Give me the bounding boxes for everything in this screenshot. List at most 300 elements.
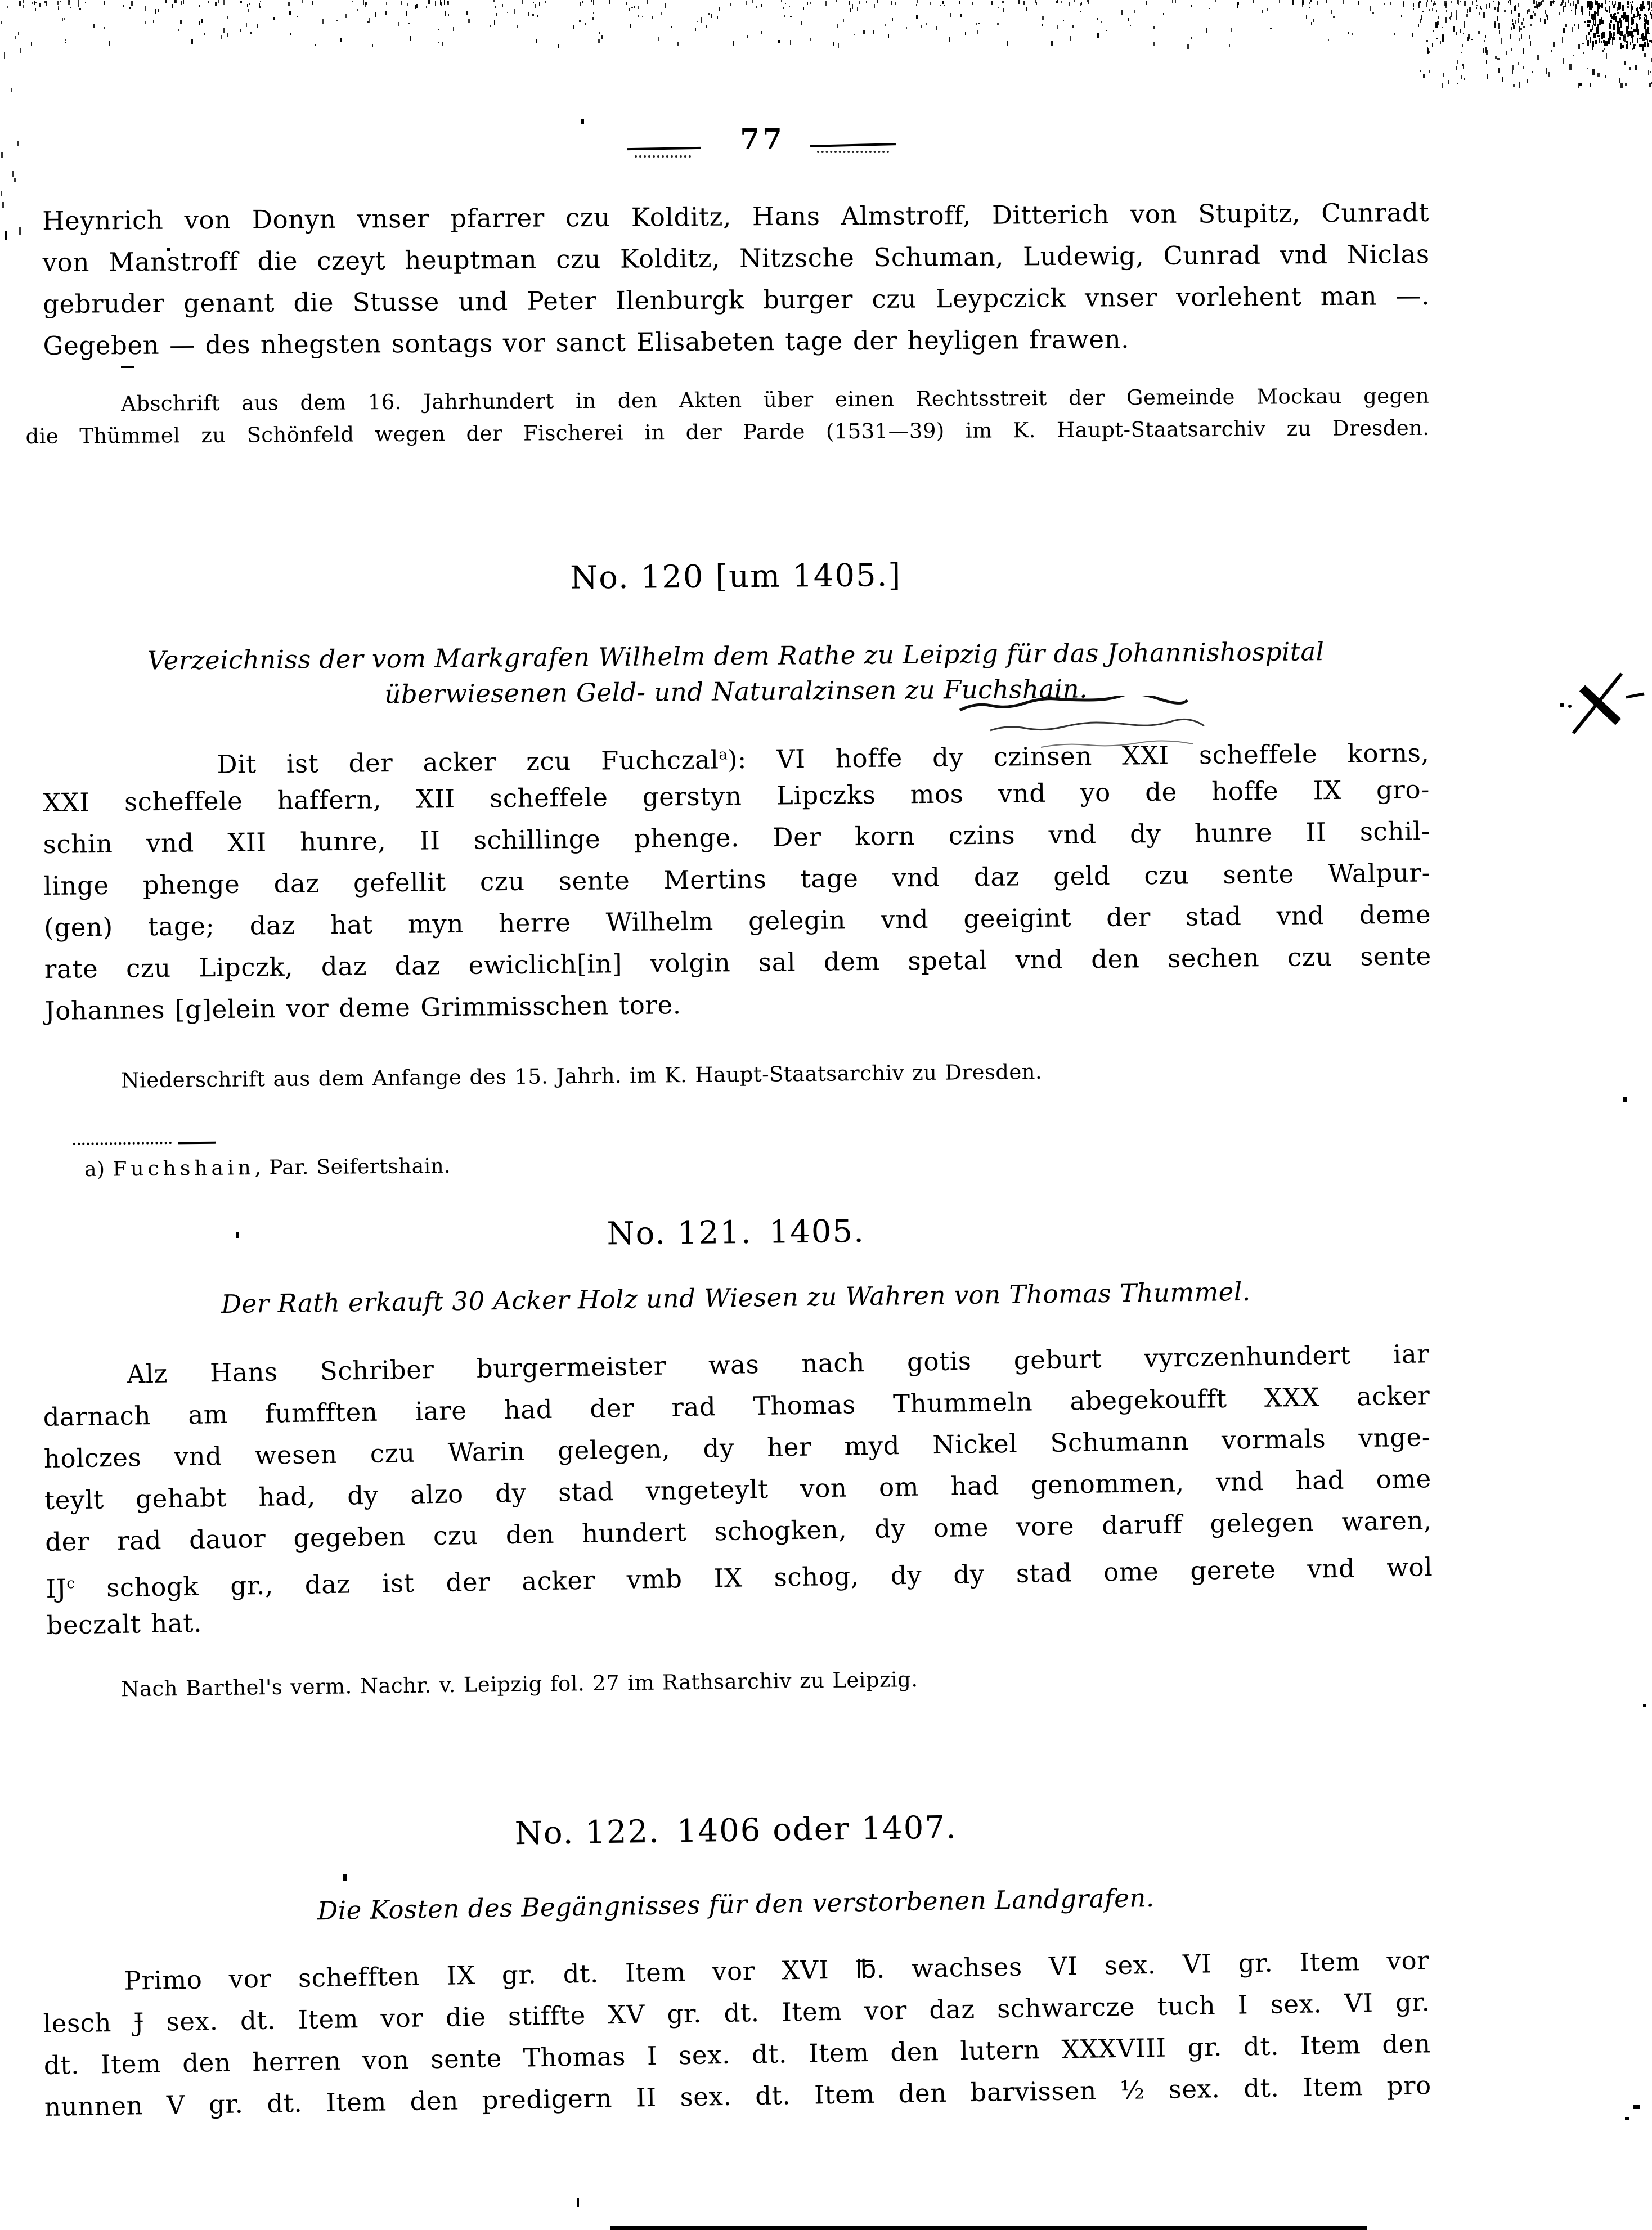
noise-speck [1519,38,1520,41]
noise-speck [1596,27,1599,34]
noise-speck [1565,24,1567,27]
noise-speck [104,1,105,6]
noise-speck [1578,44,1581,48]
noise-speck [1418,3,1420,8]
noise-speck [1042,16,1044,21]
noise-speck [1502,77,1503,82]
noise-speck [1617,21,1619,27]
noise-speck [1063,20,1064,21]
noise-speck [244,1,245,3]
noise-speck [778,40,780,43]
noise-speck [517,25,518,28]
noise-speck [1448,80,1449,84]
noise-speck [593,0,595,5]
noise-speck [415,5,416,9]
noise-speck [372,44,373,47]
noise-speck [1644,42,1646,47]
noise-speck [1485,35,1487,38]
noise-speck [145,21,146,24]
noise-speck [790,16,792,17]
noise-speck [580,2,581,5]
noise-speck [1575,9,1576,15]
noise-speck [1637,38,1638,43]
text-line: nunnen V gr. dt. Item den predigern II sex. dt. Item den barvissen ½ sex. dt. Item pro [44,2070,1432,2122]
noise-speck [1605,75,1606,79]
noise-speck [647,0,648,4]
noise-speck [1458,0,1459,5]
noise-speck [1627,6,1628,8]
noise-speck [1650,12,1651,15]
noise-speck [810,38,811,41]
noise-speck [642,16,643,17]
noise-speck [1633,14,1635,18]
noise-speck [781,0,782,2]
line-part: ): VI hoffe dy czinsen XXI scheffele korns, [727,738,1430,775]
noise-speck [807,2,808,5]
noise-speck [1501,38,1502,44]
noise-speck [1394,33,1395,35]
intro-paragraph [42,192,1430,367]
noise-speck [618,14,619,18]
noise-speck [665,3,666,8]
noise-speck [315,44,316,46]
noise-speck [259,6,261,8]
noise-speck [1442,27,1443,28]
noise-speck [445,11,446,16]
noise-speck [1080,11,1081,12]
noise-speck [155,9,157,14]
noise-speck [468,19,470,23]
noise-speck [998,7,999,8]
noise-speck [697,21,698,22]
noise-speck [1540,18,1541,22]
noise-speck [1578,24,1579,29]
noise-speck [1451,1,1452,3]
noise-speck [1569,64,1572,70]
noise-speck [1514,6,1516,11]
noise-speck [375,12,376,17]
noise-speck [1061,1,1062,3]
noise-speck [1528,9,1530,12]
noise-speck [172,4,173,8]
noise-speck [1608,41,1610,44]
subtitle-line: überwiesenen Geld- und Naturalzinsen zu Fuchshain. [384,674,1088,710]
noise-speck [1429,9,1430,11]
noise-speck [1498,23,1500,29]
noise-speck [1592,25,1593,30]
noise-speck [1036,2,1037,5]
noise-speck [1632,1,1633,3]
noise-speck [85,2,87,4]
noise-speck [1606,53,1607,59]
noise-speck [35,8,37,11]
text-line: der rad dauor gegeben czu den hundert schogken, dy ome vore daruff gelegen waren, [44,1505,1433,1557]
noise-speck [1645,19,1647,24]
entry-122-body [42,1940,1431,2128]
noise-speck [1101,21,1102,24]
noise-speck [545,1,546,3]
noise-speck [466,11,468,15]
text-line: (gen) tage; daz hat myn herre Wilhelm gelegin vnd geeigint der stad vnd deme [43,899,1431,943]
text-line: darnach am fumfften iare had der rad Thomas Thummeln abegekoufft XXX acker [43,1380,1430,1432]
noise-speck [1613,34,1614,37]
footnote-separator [178,1142,216,1145]
noise-speck [1451,12,1452,17]
noise-speck [64,18,65,19]
noise-speck [1600,21,1601,24]
noise-speck [1508,1,1509,3]
noise-speck [1613,24,1614,30]
noise-speck [1595,40,1597,45]
noise-speck [221,35,222,39]
noise-speck [1631,27,1632,29]
noise-speck [109,41,110,46]
noise-speck [1619,5,1621,7]
noise-speck [15,36,16,40]
noise-speck [950,13,951,16]
noise-speck [1591,6,1593,8]
noise-speck [1464,21,1465,28]
noise-speck [1545,10,1546,14]
noise-speck [609,0,610,4]
noise-speck [1620,83,1623,88]
text-line: rate czu Lipczk, daz daz ewiclich[in] volgin sal dem spetal vnd den sechen czu sente [44,941,1432,984]
noise-speck [1621,31,1623,35]
header-rule-right-dots [817,151,889,153]
noise-speck [1087,0,1088,2]
noise-speck [1633,44,1635,49]
noise-speck [874,4,875,8]
noise-speck [940,5,941,6]
noise-speck [442,42,443,46]
noise-speck [1604,48,1605,50]
noise-speck [1542,0,1544,2]
noise-speck [2,202,5,208]
noise-speck [1479,12,1480,15]
noise-speck [1434,3,1435,5]
noise-speck [78,5,79,7]
text-line: schin vnd XII hunre, II schillinge phenge. Der korn czins vnd dy hunre II schil- [43,816,1430,859]
noise-speck [695,28,696,31]
noise-speck [1571,10,1572,11]
text-line: Abschrift aus dem 16. Jahrhundert in den Akten über einen Rechtsstreit der Gemeinde Mockau gegen [121,383,1430,416]
noise-speck [1513,25,1515,30]
entry-121-body [42,1333,1434,1646]
noise-speck [1390,2,1391,4]
noise-speck [223,0,225,5]
footnote-place-name: Fuchshain [113,1156,255,1181]
noise-speck [630,24,631,28]
noise-speck [972,2,973,5]
noise-speck [1457,60,1458,64]
noise-speck [1523,26,1525,28]
noise-speck [706,25,707,28]
noise-speck [1433,3,1434,6]
noise-speck [1588,32,1590,35]
noise-speck [1051,41,1052,46]
noise-speck [1574,24,1575,26]
noise-speck [408,23,410,24]
noise-speck [976,23,977,25]
noise-speck [761,31,762,34]
noise-speck [250,32,252,35]
text-line: gebruder genant die Stusse und Peter Ilenburgk burger czu Leypczick vnser vorlehent man —. [42,280,1430,319]
noise-speck [1163,13,1164,15]
noise-speck [803,7,804,10]
noise-speck [490,25,491,27]
noise-speck [1551,50,1552,52]
noise-speck [1562,37,1563,43]
noise-speck [1072,25,1074,28]
footnote-separator-dots [73,1142,172,1145]
noise-speck [1618,27,1619,32]
noise-speck [1521,22,1523,26]
noise-speck [223,28,225,32]
subtitle-line: Verzeichniss der vom Markgrafen Wilhelm dem Rathe zu Leipzig für das Johannishospital [147,636,1325,676]
noise-speck [297,16,298,17]
noise-speck [733,41,734,46]
noise-speck [1,191,2,195]
noise-speck [1630,2,1631,3]
noise-speck [1635,44,1637,46]
noise-speck [240,1,241,3]
noise-speck [19,1,21,6]
noise-speck [1643,1704,1646,1707]
noise-speck [438,42,439,44]
noise-speck [1493,1,1494,2]
noise-speck [1530,24,1531,26]
noise-speck [873,30,874,34]
noise-speck [32,2,33,3]
noise-speck [453,27,454,31]
noise-speck [1309,2,1310,4]
noise-speck [1647,27,1649,33]
noise-speck [1438,16,1439,19]
noise-speck [176,0,177,3]
noise-speck [1620,20,1622,23]
noise-speck [719,7,720,11]
noise-speck [1478,31,1480,34]
noise-speck [1456,66,1458,70]
noise-speck [1625,83,1627,86]
noise-speck [1057,0,1058,2]
noise-speck [629,8,630,11]
noise-speck [1427,0,1428,1]
noise-speck [1483,12,1485,18]
noise-speck [1097,33,1098,38]
noise-speck [1560,4,1561,6]
noise-speck [1456,32,1457,35]
noise-speck [626,2,627,5]
noise-speck [1175,0,1176,3]
noise-speck [936,26,937,30]
noise-speck [1633,2105,1640,2109]
noise-speck [926,23,927,25]
noise-speck [1317,1,1318,5]
noise-speck [1497,16,1498,21]
noise-speck [1328,39,1329,41]
superscript: c [66,1575,75,1592]
noise-speck [46,1,47,6]
noise-speck [290,33,291,35]
noise-speck [1620,24,1622,29]
noise-speck [1544,19,1546,24]
noise-speck [1440,41,1441,44]
noise-speck [522,0,523,4]
noise-speck [671,26,672,28]
noise-speck [1494,7,1496,10]
noise-speck [23,5,24,8]
noise-speck [577,2198,579,2207]
noise-speck [1253,0,1254,3]
noise-speck [1518,13,1520,17]
noise-speck [1187,44,1189,49]
noise-speck [1568,0,1569,3]
line-part: schogk gr., daz ist der acker vmb IX schog, dy dy stad ome gerete vnd wol [74,1552,1433,1604]
footnote-marker: a [719,746,728,764]
noise-speck [539,2,540,6]
noise-speck [810,2,811,4]
noise-speck [1511,48,1512,51]
entry-121-source: Nach Barthel's verm. Nachr. v. Leipzig fol. 27 im Rathsarchiv zu Leipzig. [120,1667,918,1702]
noise-speck [1534,13,1536,15]
noise-speck [1467,9,1469,14]
noise-speck [58,6,60,10]
noise-speck [532,14,534,16]
noise-speck [1443,73,1444,77]
noise-speck [1292,0,1294,5]
noise-speck [357,9,358,11]
noise-speck [1469,7,1471,12]
noise-speck [638,6,639,9]
noise-speck [837,24,838,28]
noise-speck [1215,0,1216,2]
noise-speck [352,1,353,2]
noise-speck [365,2,367,5]
noise-speck [1464,1,1466,6]
noise-speck [1483,48,1485,53]
noise-speck [31,42,32,46]
noise-speck [1412,33,1413,37]
noise-speck [1643,6,1645,9]
text-line: lesch Ɉ sex. dt. Item vor die stiffte XV gr. dt. Item vor daz schwarcze tuch I sex. VI gr. [43,1987,1430,2039]
noise-speck [1651,2,1652,8]
noise-speck [789,6,790,7]
noise-speck [1563,28,1564,33]
noise-speck [104,27,105,29]
noise-speck [1446,17,1447,24]
noise-speck [1515,20,1516,24]
noise-speck [1579,83,1582,85]
intro-source-note [25,380,1430,452]
noise-speck [1476,5,1478,6]
noise-speck [598,39,600,42]
noise-speck [1497,7,1500,12]
noise-speck [1427,48,1429,54]
noise-speck [260,1,261,2]
noise-speck [746,1,748,5]
noise-speck [1642,44,1644,51]
noise-speck [343,1874,347,1881]
noise-speck [634,6,635,8]
noise-speck [1644,14,1646,16]
noise-speck [1267,8,1268,11]
noise-speck [1593,33,1596,38]
noise-speck [1311,22,1312,26]
noise-speck [57,1,59,5]
noise-speck [1466,14,1468,17]
noise-speck [1609,24,1611,29]
noise-speck [1636,24,1638,32]
noise-speck [1563,58,1564,64]
noise-speck [599,32,600,34]
noise-speck [1622,8,1625,10]
noise-speck [1426,40,1427,42]
noise-speck [863,30,864,34]
noise-speck [1343,0,1344,4]
noise-speck [1057,25,1058,29]
noise-speck [246,23,247,27]
noise-speck [1538,2,1540,7]
noise-speck [1597,35,1599,38]
noise-speck [1628,18,1629,24]
noise-speck [965,32,966,35]
noise-speck [1309,7,1310,8]
noise-speck [1506,51,1507,55]
noise-speck [174,0,175,3]
noise-speck [888,34,889,38]
noise-speck [677,42,679,46]
noise-speck [1625,2117,1629,2120]
noise-speck [1521,34,1522,39]
noise-speck [1229,44,1230,47]
noise-speck [65,39,66,41]
noise-speck [1461,52,1462,53]
noise-speck [592,17,594,20]
noise-speck [1333,16,1334,17]
noise-speck [658,37,659,41]
noise-speck [1581,6,1583,12]
noise-speck [1589,20,1591,23]
noise-speck [1605,0,1606,4]
noise-speck [849,1,850,5]
noise-speck [785,3,786,4]
noise-speck [1498,68,1500,73]
noise-speck [1527,10,1529,14]
noise-speck [1446,10,1447,12]
noise-speck [1007,41,1008,46]
text-line: beczalt hat. [46,1608,203,1640]
noise-speck [930,2,931,5]
noise-speck [1577,0,1579,4]
noise-speck [661,12,662,15]
noise-speck [1512,70,1513,74]
noise-speck [535,4,536,8]
noise-speck [1453,26,1455,32]
entry-122-subtitle: Die Kosten des Begängnisses für den verstorbenen Landgrafen. [317,1882,1155,1926]
noise-speck [1627,2,1629,5]
noise-speck [1262,10,1264,13]
noise-speck [1420,70,1421,72]
noise-speck [227,33,228,37]
noise-speck [1512,65,1514,70]
noise-speck [573,25,574,29]
noise-speck [533,2,534,3]
noise-speck [1624,34,1626,37]
noise-speck [579,20,581,22]
noise-speck [7,6,8,9]
noise-speck [1610,36,1611,40]
